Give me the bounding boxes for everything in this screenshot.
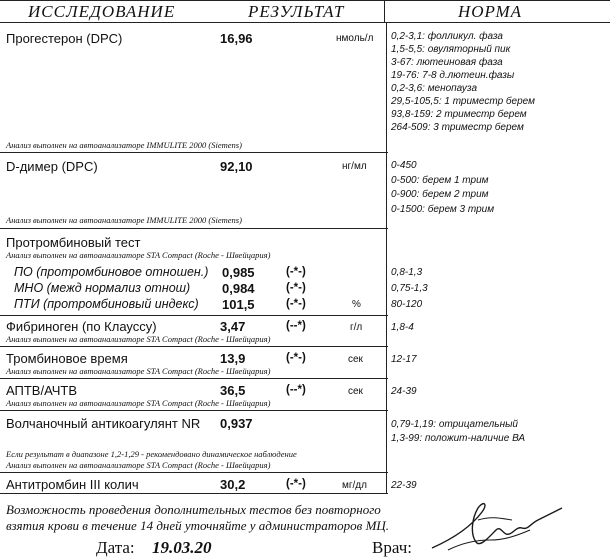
divider bbox=[0, 378, 388, 379]
thrombin-time-analyzer-note: Анализ выполнен на автоанализаторе STA Compact (Roche - Швейцария) bbox=[6, 366, 271, 376]
ddimer-norms bbox=[391, 159, 494, 217]
antithrombin-value: 30,2 bbox=[220, 477, 246, 492]
divider bbox=[0, 472, 388, 473]
fibrinogen-unit: г/л bbox=[350, 322, 363, 333]
thrombin-time-unit: сек bbox=[348, 354, 363, 365]
prothrombin-title: Протромбиновый тест bbox=[6, 235, 141, 250]
norm-line: 0,2-3,1: фолликул. фаза bbox=[391, 31, 503, 42]
progesterone-unit: нмоль/л bbox=[336, 33, 374, 44]
thrombin-time-norm: 12-17 bbox=[391, 354, 417, 365]
doctor-label: Врач: bbox=[372, 538, 412, 557]
prothrombin-analyzer-note: Анализ выполнен на автоанализаторе STA Compact (Roche - Швейцария) bbox=[6, 250, 271, 260]
aptt-unit: сек bbox=[348, 386, 363, 397]
header-norm-column: НОРМА bbox=[458, 2, 523, 21]
header-divider bbox=[384, 0, 385, 22]
norm-line: 29,5-105,5: 1 триместр берем bbox=[391, 96, 535, 107]
norm-column-divider bbox=[386, 22, 387, 493]
pti-value: 101,5 bbox=[222, 297, 255, 312]
pt-ratio-norm: 0,8-1,3 bbox=[391, 267, 423, 278]
divider bbox=[0, 346, 388, 347]
footer-line-2: взятия крови в течение 14 дней уточняйте у администраторов МЦ. bbox=[6, 518, 390, 533]
header-result-column: РЕЗУЛЬТАТ bbox=[248, 2, 345, 21]
thrombin-time-value: 13,9 bbox=[220, 351, 246, 366]
divider bbox=[0, 152, 388, 153]
inr-flag: (-*-) bbox=[286, 282, 306, 294]
pti-norm: 80-120 bbox=[391, 299, 423, 310]
date-label: Дата: bbox=[96, 538, 135, 557]
norm-line: 0,2-3,6: менопауза bbox=[391, 83, 478, 94]
ddimer-unit: нг/мл bbox=[342, 161, 367, 172]
aptt-analyzer-note: Анализ выполнен на автоанализаторе STA Compact (Roche - Швейцария) bbox=[6, 398, 271, 408]
inr-name: МНО (межд нормализ отнош) bbox=[14, 281, 191, 295]
header-test-column: ИССЛЕДОВАНИЕ bbox=[28, 2, 176, 21]
aptt-norm: 24-39 bbox=[391, 386, 417, 397]
ddimer-value: 92,10 bbox=[220, 159, 253, 174]
progesterone-analyzer-note: Анализ выполнен на автоанализаторе IMMULITE 2000 (Siemens) bbox=[6, 140, 242, 150]
date-value: 19.03.20 bbox=[152, 538, 212, 557]
thrombin-time-flag: (-*-) bbox=[286, 352, 306, 364]
norm-line: 19-76: 7-8 д.лютеин.фазы bbox=[391, 70, 515, 81]
pt-ratio-flag: (-*-) bbox=[286, 266, 306, 278]
thrombin-time-name: Тромбиновое время bbox=[6, 351, 128, 366]
header-top-rule bbox=[0, 0, 610, 1]
pt-ratio-value: 0,985 bbox=[222, 265, 255, 280]
norm-line: 3-67: лютеиновая фаза bbox=[391, 57, 503, 68]
norm-line: 93,8-159: 2 триместр берем bbox=[391, 109, 527, 120]
ddimer-analyzer-note: Анализ выполнен на автоанализаторе IMMULITE 2000 (Siemens) bbox=[6, 215, 242, 225]
pti-name: ПТИ (протромбиновый индекс) bbox=[14, 297, 199, 311]
divider bbox=[0, 315, 388, 316]
progesterone-name: Прогестерон (DPC) bbox=[6, 31, 123, 46]
antithrombin-name: Антитромбин III колич bbox=[6, 477, 139, 492]
fibrinogen-value: 3,47 bbox=[220, 319, 246, 334]
inr-norm: 0,75-1,3 bbox=[391, 283, 428, 294]
progesterone-value: 16,96 bbox=[220, 31, 253, 46]
divider bbox=[0, 228, 388, 229]
aptt-value: 36,5 bbox=[220, 383, 246, 398]
inr-value: 0,984 bbox=[222, 281, 255, 296]
lupus-anticoagulant-norms bbox=[391, 418, 525, 446]
norm-line: 0,79-1,19: отрицательный bbox=[391, 419, 518, 430]
fibrinogen-analyzer-note: Анализ выполнен на автоанализаторе STA Compact (Roche - Швейцария) bbox=[6, 334, 271, 344]
pti-flag: (-*-) bbox=[286, 298, 306, 310]
divider bbox=[0, 410, 388, 411]
header-bottom-rule bbox=[0, 22, 610, 23]
lupus-analyzer-note: Анализ выполнен на автоанализаторе STA Compact (Roche - Швейцария) bbox=[6, 460, 271, 470]
ddimer-name: D-димер (DPC) bbox=[6, 159, 98, 174]
fibrinogen-name: Фибриноген (по Клауссу) bbox=[6, 319, 157, 334]
norm-line: 1,3-99: положит-наличие ВА bbox=[391, 433, 526, 444]
progesterone-norms bbox=[391, 30, 535, 134]
lupus-recommendation-note: Если результат в диапазоне 1,2-1,29 - рекомендовано динамическое наблюдение bbox=[6, 449, 297, 459]
norm-line: 0-500: берем 1 трим bbox=[391, 174, 489, 186]
pt-ratio-name: ПО (протромбиновое отношен.) bbox=[14, 265, 209, 279]
lupus-anticoagulant-name: Волчаночный антикоагулянт NR bbox=[6, 416, 201, 431]
footer-line-1: Возможность проведения дополнительных тестов без повторного bbox=[6, 502, 381, 517]
antithrombin-norm: 22-39 bbox=[391, 480, 417, 491]
aptt-flag: (--*) bbox=[286, 384, 306, 396]
norm-line: 0-900: берем 2 трим bbox=[391, 189, 489, 200]
norm-line: 1,5-5,5: овуляторный пик bbox=[391, 44, 511, 55]
fibrinogen-norm: 1,8-4 bbox=[391, 322, 414, 333]
divider bbox=[0, 493, 388, 494]
antithrombin-flag: (-*-) bbox=[286, 478, 306, 490]
lupus-anticoagulant-value: 0,937 bbox=[220, 416, 253, 431]
norm-line: 0-1500: берем 3 трим bbox=[391, 203, 495, 215]
pti-unit: % bbox=[352, 299, 361, 310]
norm-line: 0-450 bbox=[391, 160, 417, 171]
fibrinogen-flag: (--*) bbox=[286, 320, 306, 332]
aptt-name: АПТВ/АЧТВ bbox=[6, 383, 78, 398]
antithrombin-unit: мг/дл bbox=[342, 480, 367, 491]
norm-line: 264-509: 3 триместр берем bbox=[391, 122, 524, 133]
signature-image bbox=[420, 490, 570, 558]
